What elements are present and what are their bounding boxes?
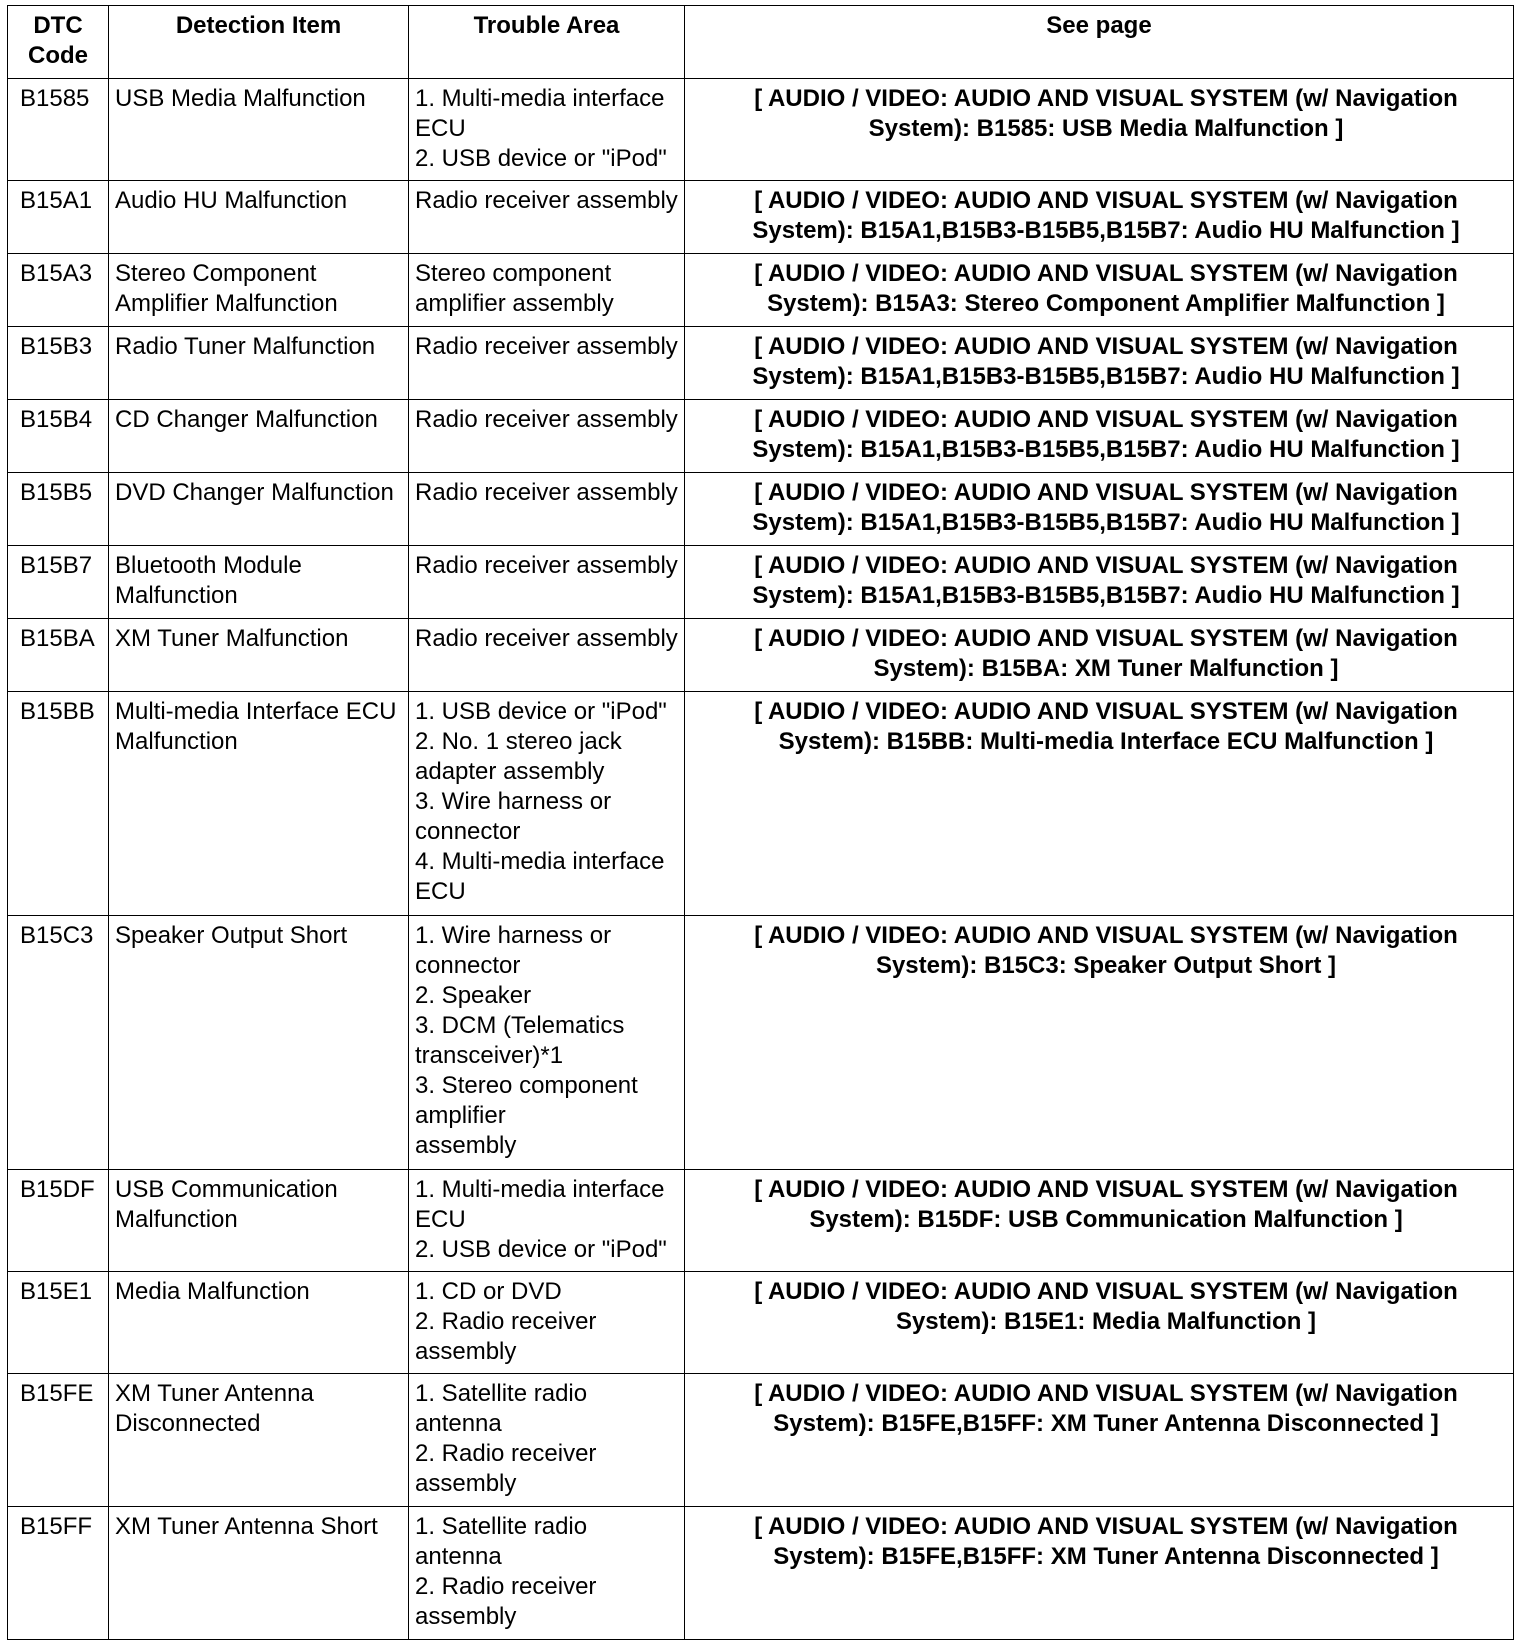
see-page-link[interactable]: [ AUDIO / VIDEO: AUDIO AND VISUAL SYSTEM (w/ Navigation System): B15BA: XM Tuner Malfunction ] — [685, 619, 1514, 692]
table-row — [8, 473, 1514, 546]
detection-item-cell: Stereo Component Amplifier Malfunction — [109, 254, 409, 327]
table-row — [8, 400, 1514, 473]
trouble-area-line: 2. Radio receiver assembly — [415, 1573, 597, 1630]
table-row — [8, 254, 1514, 327]
trouble-area-cell — [409, 1374, 685, 1507]
detection-item-cell: XM Tuner Antenna Disconnected — [109, 1374, 409, 1507]
table-row — [8, 1374, 1514, 1507]
table-row — [8, 619, 1514, 692]
see-page-link[interactable]: [ AUDIO / VIDEO: AUDIO AND VISUAL SYSTEM (w/ Navigation System): B15A1,B15B3-B15B5,B15B7: Audio HU Malfunction ] — [685, 400, 1514, 473]
see-page-link[interactable]: [ AUDIO / VIDEO: AUDIO AND VISUAL SYSTEM (w/ Navigation System): B15A3: Stereo Component Amplifier Malfunction ] — [685, 254, 1514, 327]
detection-item-cell: Speaker Output Short — [109, 916, 409, 1170]
detection-item-cell: Media Malfunction — [109, 1272, 409, 1374]
trouble-area-line: 3. DCM (Telematics transceiver)*1 — [415, 1012, 625, 1069]
see-page-link[interactable]: [ AUDIO / VIDEO: AUDIO AND VISUAL SYSTEM (w/ Navigation System): B15C3: Speaker Output Short ] — [685, 916, 1514, 1170]
trouble-area-line: Radio receiver assembly — [415, 406, 678, 433]
trouble-area-cell — [409, 1272, 685, 1374]
table-row — [8, 546, 1514, 619]
detection-item-cell: USB Communication Malfunction — [109, 1170, 409, 1272]
trouble-area-line: Radio receiver assembly — [415, 625, 678, 652]
trouble-area-line: 3. Wire harness or connector — [415, 788, 612, 845]
dtc-code-cell: B15B4 — [8, 400, 109, 473]
trouble-area-cell — [409, 181, 685, 254]
detection-item-cell: CD Changer Malfunction — [109, 400, 409, 473]
table-row — [8, 1170, 1514, 1272]
dtc-code-cell: B15A3 — [8, 254, 109, 327]
trouble-area-cell — [409, 916, 685, 1170]
detection-item-cell: DVD Changer Malfunction — [109, 473, 409, 546]
see-page-link[interactable]: [ AUDIO / VIDEO: AUDIO AND VISUAL SYSTEM (w/ Navigation System): B15A1,B15B3-B15B5,B15B7: Audio HU Malfunction ] — [685, 473, 1514, 546]
detection-item-cell: Radio Tuner Malfunction — [109, 327, 409, 400]
see-page-link[interactable]: [ AUDIO / VIDEO: AUDIO AND VISUAL SYSTEM (w/ Navigation System): B15FE,B15FF: XM Tuner Antenna Disconnected ] — [685, 1374, 1514, 1507]
trouble-area-line: Stereo component amplifier assembly — [415, 260, 614, 317]
dtc-code-cell: B15A1 — [8, 181, 109, 254]
trouble-area-line: 3. Stereo component amplifier — [415, 1072, 638, 1129]
table-row — [8, 916, 1514, 1170]
see-page-link[interactable]: [ AUDIO / VIDEO: AUDIO AND VISUAL SYSTEM (w/ Navigation System): B1585: USB Media Malfunction ] — [685, 79, 1514, 181]
trouble-area-line: 4. Multi-media interface ECU — [415, 848, 665, 905]
table-row — [8, 1507, 1514, 1640]
header-see-page: See page — [685, 6, 1514, 79]
see-page-link[interactable]: [ AUDIO / VIDEO: AUDIO AND VISUAL SYSTEM (w/ Navigation System): B15A1,B15B3-B15B5,B15B7: Audio HU Malfunction ] — [685, 546, 1514, 619]
trouble-area-line: Radio receiver assembly — [415, 552, 678, 579]
dtc-code-cell: B15B5 — [8, 473, 109, 546]
dtc-code-cell: B15BA — [8, 619, 109, 692]
dtc-code-cell: B15B3 — [8, 327, 109, 400]
detection-item-cell: Multi-media Interface ECU Malfunction — [109, 692, 409, 916]
dtc-code-cell: B15FE — [8, 1374, 109, 1507]
trouble-area-line: 1. Multi-media interface ECU — [415, 85, 665, 142]
trouble-area-cell — [409, 1170, 685, 1272]
trouble-area-cell — [409, 400, 685, 473]
detection-item-cell: Bluetooth Module Malfunction — [109, 546, 409, 619]
trouble-area-line: Radio receiver assembly — [415, 187, 678, 214]
dtc-code-cell: B15E1 — [8, 1272, 109, 1374]
dtc-code-cell: B15B7 — [8, 546, 109, 619]
trouble-area-cell — [409, 79, 685, 181]
trouble-area-line: 2. USB device or "iPod" — [415, 145, 667, 172]
trouble-area-line: Radio receiver assembly — [415, 479, 678, 506]
trouble-area-line: assembly — [415, 1132, 517, 1159]
dtc-code-cell: B1585 — [8, 79, 109, 181]
dtc-code-cell: B15C3 — [8, 916, 109, 1170]
see-page-link[interactable]: [ AUDIO / VIDEO: AUDIO AND VISUAL SYSTEM (w/ Navigation System): B15A1,B15B3-B15B5,B15B7: Audio HU Malfunction ] — [685, 327, 1514, 400]
trouble-area-line: 2. Radio receiver assembly — [415, 1440, 597, 1497]
detection-item-cell: XM Tuner Antenna Short — [109, 1507, 409, 1640]
trouble-area-cell — [409, 619, 685, 692]
table-row — [8, 1272, 1514, 1374]
trouble-area-line: 2. USB device or "iPod" — [415, 1236, 667, 1263]
trouble-area-line: 1. Multi-media interface ECU — [415, 1176, 665, 1233]
detection-item-cell: USB Media Malfunction — [109, 79, 409, 181]
dtc-code-cell: B15DF — [8, 1170, 109, 1272]
trouble-area-line: 2. Radio receiver assembly — [415, 1308, 597, 1365]
see-page-link[interactable]: [ AUDIO / VIDEO: AUDIO AND VISUAL SYSTEM (w/ Navigation System): B15FE,B15FF: XM Tuner Antenna Disconnected ] — [685, 1507, 1514, 1640]
trouble-area-line: 1. Wire harness or connector — [415, 922, 612, 979]
dtc-code-cell: B15BB — [8, 692, 109, 916]
trouble-area-line: 1. Satellite radio antenna — [415, 1380, 588, 1437]
detection-item-cell: Audio HU Malfunction — [109, 181, 409, 254]
trouble-area-line: 2. No. 1 stereo jack adapter assembly — [415, 728, 622, 785]
table-row — [8, 692, 1514, 916]
table-row — [8, 79, 1514, 181]
trouble-area-line: 1. CD or DVD — [415, 1278, 562, 1305]
header-trouble-area: Trouble Area — [409, 6, 685, 79]
trouble-area-cell — [409, 1507, 685, 1640]
detection-item-cell: XM Tuner Malfunction — [109, 619, 409, 692]
dtc-code-cell: B15FF — [8, 1507, 109, 1640]
header-dtc-code: DTC Code — [8, 6, 109, 79]
trouble-area-line: 2. Speaker — [415, 982, 532, 1009]
see-page-link[interactable]: [ AUDIO / VIDEO: AUDIO AND VISUAL SYSTEM (w/ Navigation System): B15A1,B15B3-B15B5,B15B7: Audio HU Malfunction ] — [685, 181, 1514, 254]
see-page-link[interactable]: [ AUDIO / VIDEO: AUDIO AND VISUAL SYSTEM (w/ Navigation System): B15E1: Media Malfunction ] — [685, 1272, 1514, 1374]
table-row — [8, 327, 1514, 400]
see-page-link[interactable]: [ AUDIO / VIDEO: AUDIO AND VISUAL SYSTEM (w/ Navigation System): B15BB: Multi-media Interface ECU Malfunction ] — [685, 692, 1514, 916]
table-body — [8, 79, 1514, 1640]
header-detection-item: Detection Item — [109, 6, 409, 79]
trouble-area-cell — [409, 327, 685, 400]
trouble-area-cell — [409, 692, 685, 916]
table-row — [8, 181, 1514, 254]
trouble-area-cell — [409, 546, 685, 619]
trouble-area-line: 1. USB device or "iPod" — [415, 698, 667, 725]
trouble-area-cell — [409, 473, 685, 546]
trouble-area-line: Radio receiver assembly — [415, 333, 678, 360]
table-header-row — [8, 6, 1514, 79]
see-page-link[interactable]: [ AUDIO / VIDEO: AUDIO AND VISUAL SYSTEM (w/ Navigation System): B15DF: USB Communication Malfunction ] — [685, 1170, 1514, 1272]
trouble-area-cell — [409, 254, 685, 327]
trouble-area-line: 1. Satellite radio antenna — [415, 1513, 588, 1570]
dtc-table — [7, 5, 1514, 1640]
